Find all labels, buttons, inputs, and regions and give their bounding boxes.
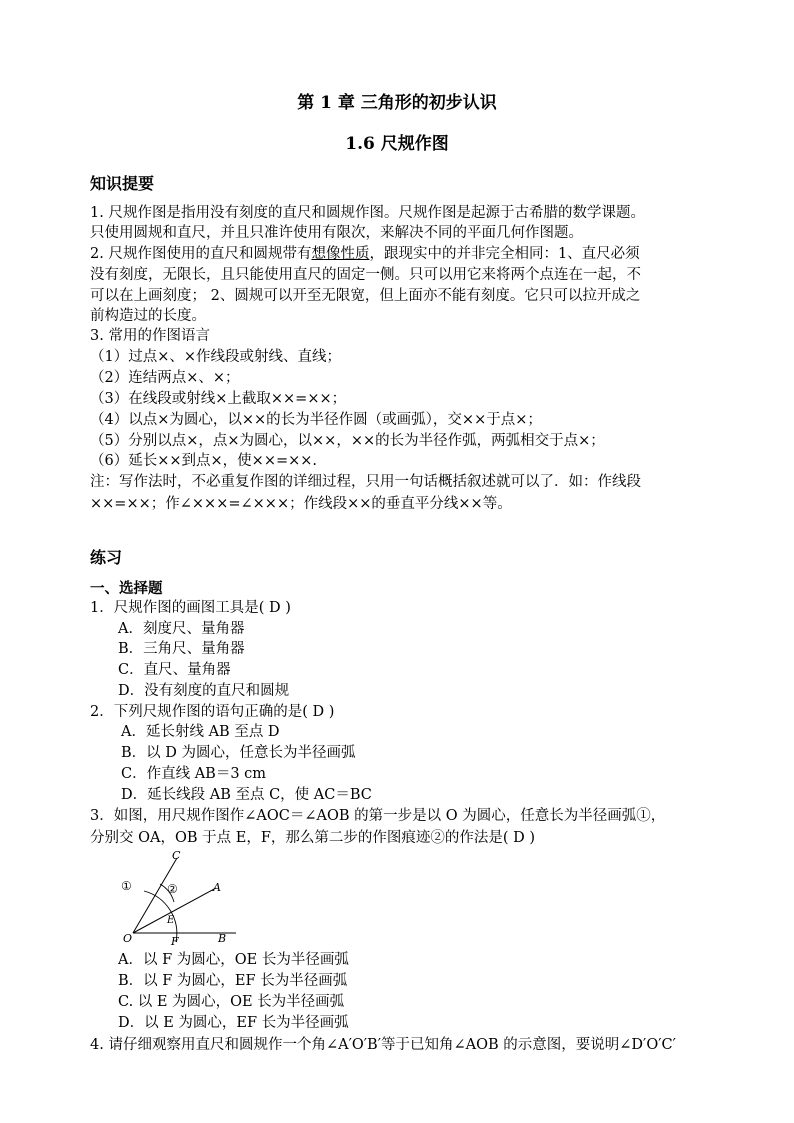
practice-heading: 练习	[90, 548, 123, 567]
question-2-option: C．作直线 AB＝3 cm	[121, 766, 267, 782]
question-3-stem-line1: 3．如图，用尺规作图作∠AOC＝∠AOB 的第一步是以 O 为圆心，任意长为半径画弧①，	[90, 808, 666, 824]
question-3-stem-line2: 分别交 OA，OB 于点 E，F，那么第二步的作图痕迹②的作法是( D )	[90, 830, 536, 846]
label-c: C	[172, 849, 181, 862]
angle-construction-figure	[112, 846, 242, 948]
knowledge-p2-line2: 没有刻度，无限长，且只能使用直尺的固定一侧。只可以用它来将两个点连在一起，不	[90, 267, 641, 283]
knowledge-item: （1）过点×、×作线段或射线、直线；	[90, 349, 342, 365]
knowledge-note-line2: ××=××；作∠×××=∠×××；作线段××的垂直平分线××等。	[90, 496, 512, 512]
knowledge-p2-line4: 前构造过的长度。	[90, 308, 206, 324]
knowledge-note-line1: 注：写作法时，不必重复作图的详细过程，只用一句话概括叙述就可以了．如：作线段	[90, 474, 641, 490]
knowledge-p2-line1	[90, 244, 640, 264]
question-3-option: D．以 E 为圆心，EF 长为半径画弧	[118, 1015, 349, 1031]
knowledge-item: （4）以点×为圆心，以××的长为半径作圆（或画弧），交××于点×；	[90, 412, 542, 428]
knowledge-p2-line1-end: ，跟现实中的并非完全相同：1、直尺必须	[369, 246, 640, 262]
practice-subheading: 一、选择题	[90, 580, 163, 597]
question-1-option: D．没有刻度的直尺和圆规	[118, 683, 290, 699]
knowledge-item: （3）在线段或射线×上截取××=××；	[90, 391, 347, 407]
question-3-option: A．以 F 为圆心，OE 长为半径画弧	[118, 952, 349, 968]
knowledge-item: （6）延长××到点×，使××=××.	[90, 453, 318, 469]
question-2-option: A．延长射线 AB 至点 D	[121, 724, 280, 740]
knowledge-p2-underlined: 想像性质	[311, 246, 370, 262]
label-mark-2: ②	[167, 882, 178, 896]
label-e: E	[167, 915, 175, 926]
question-1-option: B．三角尺、量角器	[118, 641, 245, 657]
question-2-option: D．延长线段 AB 至点 C，使 AC＝BC	[121, 787, 372, 803]
knowledge-p2-line1-start: 2. 尺规作图使用的直尺和圆规带有	[90, 246, 312, 262]
label-b: B	[218, 932, 227, 945]
question-2-stem: 2．下列尺规作图的语句正确的是( D )	[90, 704, 335, 720]
knowledge-item: （5）分别以点×，点×为圆心，以××，××的长为半径作弧，两弧相交于点×；	[90, 433, 605, 449]
question-1-option: A．刻度尺、量角器	[118, 621, 245, 637]
knowledge-p2-line3: 可以在上画刻度； 2、圆规可以开至无限宽，但上面亦不能有刻度。它只可以拉开成之	[90, 288, 641, 304]
knowledge-p3-heading: 3. 常用的作图语言	[90, 328, 210, 344]
question-2-option: B．以 D 为圆心，任意长为半径画弧	[121, 745, 356, 761]
knowledge-item: （2）连结两点×、×；	[90, 370, 240, 386]
knowledge-p1-line1: 1. 尺规作图是指用没有刻度的直尺和圆规作图。尺规作图是起源于古希腊的数学课题。	[90, 205, 645, 221]
question-3-option: C. 以 E 为圆心，OE 长为半径画弧	[118, 994, 345, 1010]
label-f: F	[171, 935, 179, 948]
question-1-option: C．直尺、量角器	[118, 662, 231, 678]
question-3-option: B．以 F 为圆心，EF 长为半径画弧	[118, 973, 348, 989]
label-o: O	[123, 932, 133, 945]
knowledge-heading: 知识提要	[90, 174, 155, 193]
label-mark-1: ①	[121, 879, 132, 893]
knowledge-p1-line2: 只使用圆规和直尺，并且只准许使用有限次，来解决不同的平面几何作图题。	[90, 225, 583, 241]
question-4-stem-line1: 4. 请仔细观察用直尺和圆规作一个角∠A′O′B′等于已知角∠AOB 的示意图，要说明∠D′O′C′	[90, 1037, 676, 1053]
label-a: A	[213, 881, 221, 894]
section-title: 1.6 尺规作图	[345, 134, 449, 154]
chapter-title: 第 1 章 三角形的初步认识	[297, 93, 497, 113]
question-1-stem: 1．尺规作图的画图工具是( D )	[90, 600, 291, 616]
